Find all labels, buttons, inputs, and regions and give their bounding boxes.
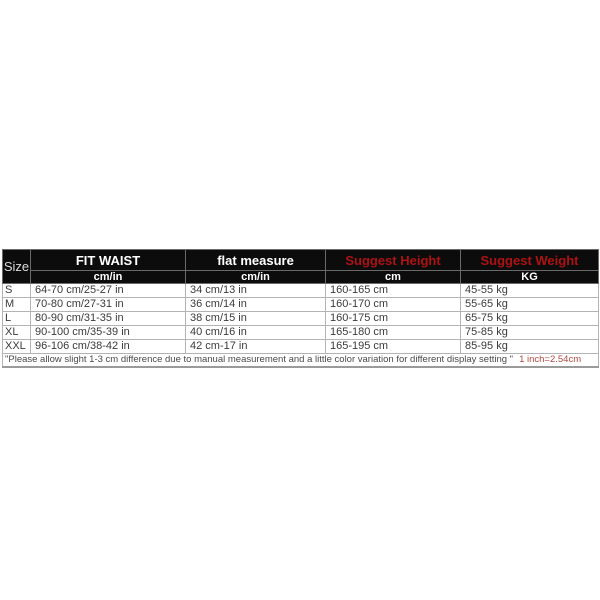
cell-suggest-height: 160-165 cm bbox=[326, 284, 461, 298]
table-row-m bbox=[3, 298, 599, 312]
cell-suggest-weight: 45-55 kg bbox=[461, 284, 599, 298]
cell-fit-waist: 70-80 cm/27-31 in bbox=[31, 298, 186, 312]
cell-flat-measure: 42 cm-17 in bbox=[186, 340, 326, 354]
unit-suggest-weight: KG bbox=[461, 271, 599, 284]
header-flat-measure: flat measure bbox=[186, 250, 326, 271]
cell-suggest-weight: 75-85 kg bbox=[461, 326, 599, 340]
cell-size: XXL bbox=[3, 340, 31, 354]
cell-suggest-height: 165-180 cm bbox=[326, 326, 461, 340]
cell-flat-measure: 34 cm/13 in bbox=[186, 284, 326, 298]
cell-size: M bbox=[3, 298, 31, 312]
cell-flat-measure: 38 cm/15 in bbox=[186, 312, 326, 326]
unit-fit-waist: cm/in bbox=[31, 271, 186, 284]
header-size: Size bbox=[3, 250, 31, 284]
size-chart-table bbox=[2, 249, 599, 368]
header-fit-waist: FIT WAIST bbox=[31, 250, 186, 271]
unit-suggest-height: cm bbox=[326, 271, 461, 284]
footnote-cell bbox=[3, 354, 599, 368]
cell-suggest-height: 160-175 cm bbox=[326, 312, 461, 326]
table-row-l bbox=[3, 312, 599, 326]
table-row-xxl bbox=[3, 340, 599, 354]
header-row-main bbox=[3, 250, 599, 271]
cell-flat-measure: 36 cm/14 in bbox=[186, 298, 326, 312]
unit-flat-measure: cm/in bbox=[186, 271, 326, 284]
cell-fit-waist: 96-106 cm/38-42 in bbox=[31, 340, 186, 354]
header-suggest-weight: Suggest Weight bbox=[461, 250, 599, 271]
table-row-xl bbox=[3, 326, 599, 340]
header-row-units bbox=[3, 271, 599, 284]
cell-size: XL bbox=[3, 326, 31, 340]
header-suggest-height: Suggest Height bbox=[326, 250, 461, 271]
cell-fit-waist: 90-100 cm/35-39 in bbox=[31, 326, 186, 340]
footnote-text: "Please allow slight 1-3 cm difference due to manual measurement and a little color variation for different display setting " bbox=[5, 354, 514, 366]
cell-suggest-weight: 85-95 kg bbox=[461, 340, 599, 354]
cell-size: L bbox=[3, 312, 31, 326]
cell-fit-waist: 64-70 cm/25-27 in bbox=[31, 284, 186, 298]
cell-suggest-weight: 55-65 kg bbox=[461, 298, 599, 312]
cell-suggest-weight: 65-75 kg bbox=[461, 312, 599, 326]
size-chart-body bbox=[3, 284, 599, 354]
cell-size: S bbox=[3, 284, 31, 298]
footnote-row bbox=[3, 354, 599, 368]
cell-suggest-height: 160-170 cm bbox=[326, 298, 461, 312]
size-chart-header bbox=[3, 250, 599, 284]
size-chart-footer bbox=[3, 354, 599, 368]
cell-fit-waist: 80-90 cm/31-35 in bbox=[31, 312, 186, 326]
cell-suggest-height: 165-195 cm bbox=[326, 340, 461, 354]
footnote-conversion-note: 1 inch=2.54cm bbox=[519, 354, 582, 366]
cell-flat-measure: 40 cm/16 in bbox=[186, 326, 326, 340]
table-row-s bbox=[3, 284, 599, 298]
